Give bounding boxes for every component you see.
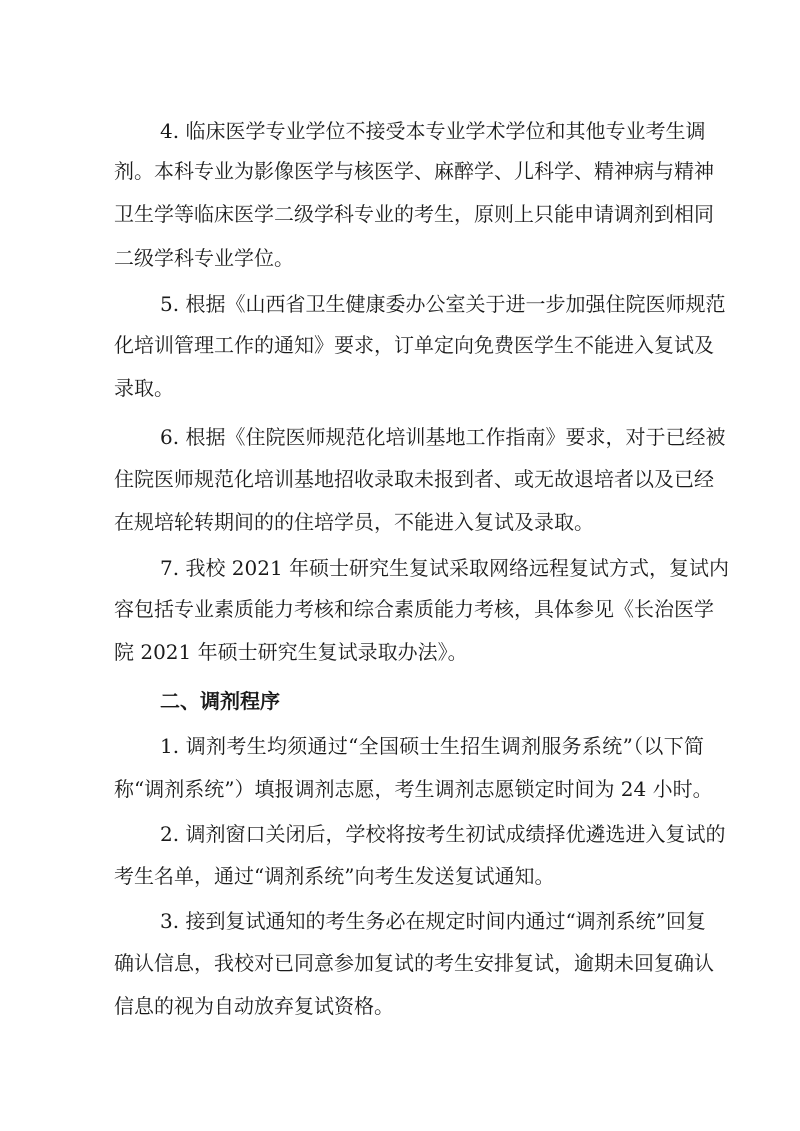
paragraph-line: 信息的视为自动放弃复试资格。 bbox=[114, 994, 394, 1018]
paragraph-line: 3. 接到复试通知的考生务必在规定时间内通过“调剂系统”回复 bbox=[160, 909, 706, 933]
paragraph-line: 在规培轮转期间的的住培学员，不能进入复试及录取。 bbox=[114, 510, 594, 534]
paragraph-line: 住院医师规范化培训基地招收录取未报到者、或无故退培者以及已经 bbox=[114, 467, 714, 491]
paragraph-line: 录取。 bbox=[114, 376, 174, 400]
paragraph-line: 7. 我校 2021 年硕士研究生复试采取网络远程复试方式，复试内 bbox=[160, 556, 730, 580]
paragraph-line: 确认信息，我校对已同意参加复试的考生安排复试，逾期未回复确认 bbox=[114, 951, 714, 975]
paragraph-line: 二级学科专业学位。 bbox=[114, 246, 294, 270]
paragraph-line: 容包括专业素质能力考核和综合素质能力考核，具体参见《长治医学 bbox=[114, 597, 714, 621]
paragraph-line: 1. 调剂考生均须通过“全国硕士生招生调剂服务系统”（以下简 bbox=[160, 734, 704, 758]
paragraph-line: 院 2021 年硕士研究生复试录取办法》。 bbox=[114, 640, 468, 664]
paragraph-line: 2. 调剂窗口关闭后，学校将按考生初试成绩择优遴选进入复试的 bbox=[160, 822, 726, 846]
paragraph-line: 剂。本科专业为影像医学与核医学、麻醉学、儿科学、精神病与精神 bbox=[114, 159, 714, 183]
paragraph-line: 考生名单，通过“调剂系统”向考生发送复试通知。 bbox=[114, 864, 555, 888]
paragraph-line: 6. 根据《住院医师规范化培训基地工作指南》要求，对于已经被 bbox=[160, 425, 726, 449]
paragraph-line: 称“调剂系统”）填报调剂志愿，考生调剂志愿锁定时间为 24 小时。 bbox=[114, 777, 713, 801]
paragraph-line: 5. 根据《山西省卫生健康委办公室关于进一步加强住院医师规范 bbox=[160, 292, 726, 316]
section-heading: 二、调剂程序 bbox=[160, 689, 280, 713]
paragraph-line: 化培训管理工作的通知》要求，订单定向免费医学生不能进入复试及 bbox=[114, 333, 714, 357]
paragraph-line: 4. 临床医学专业学位不接受本专业学术学位和其他专业考生调 bbox=[160, 119, 706, 143]
paragraph-line: 卫生学等临床医学二级学科专业的考生，原则上只能申请调剂到相同 bbox=[114, 202, 714, 226]
